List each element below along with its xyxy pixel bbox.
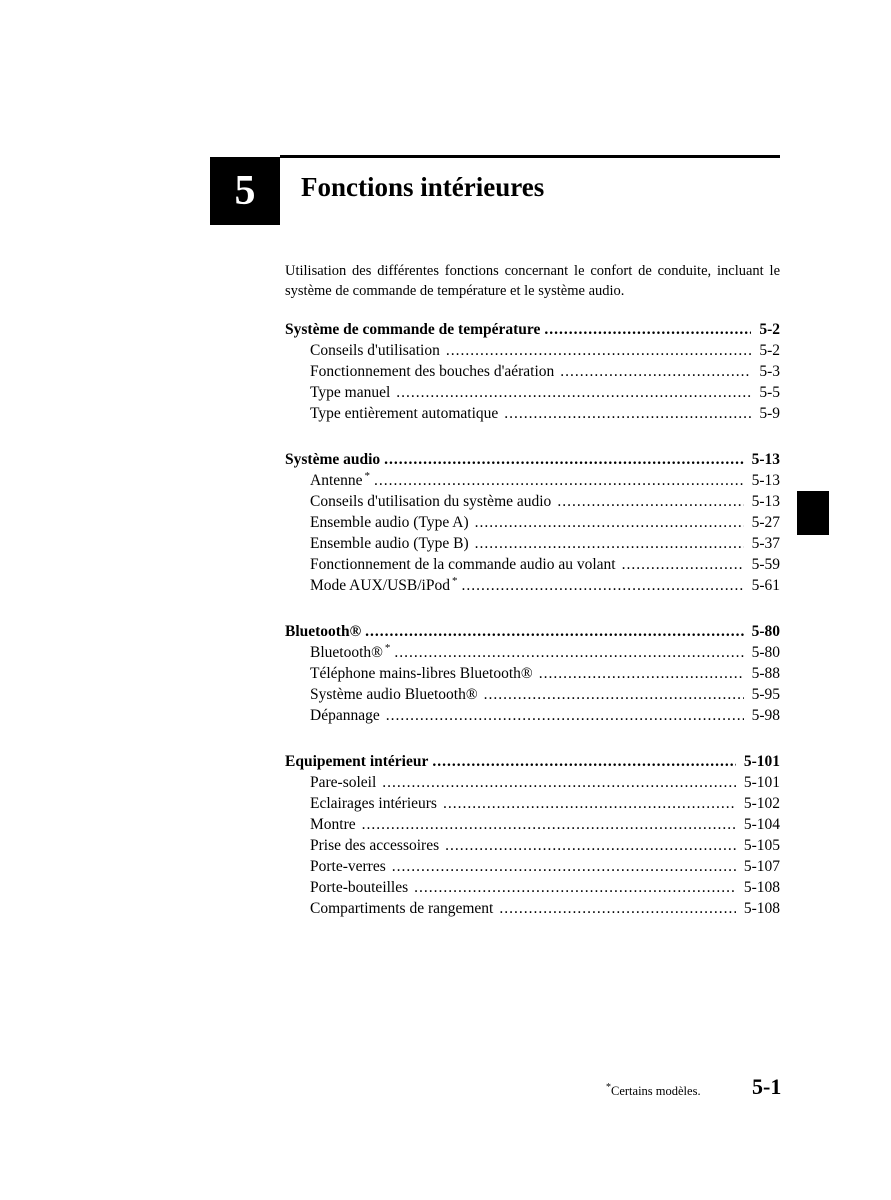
toc-entry[interactable] — [285, 405, 780, 426]
toc-entry[interactable] — [285, 900, 780, 921]
toc-leader-dots — [382, 774, 736, 792]
toc-entry[interactable] — [285, 574, 780, 598]
toc-section-heading[interactable] — [285, 753, 780, 774]
toc-section — [285, 451, 780, 598]
toc-page-ref: 5-98 — [751, 707, 780, 724]
toc-leader-dots — [557, 493, 743, 511]
toc-entry[interactable] — [285, 493, 780, 514]
toc-page-ref: 5-80 — [751, 623, 780, 640]
toc-entry-label: Pare-soleil — [310, 774, 377, 791]
toc-entry[interactable] — [285, 363, 780, 384]
toc-entry[interactable] — [285, 342, 780, 363]
toc-page-ref: 5-5 — [759, 384, 780, 401]
toc-leader-dots — [560, 363, 751, 381]
footnote — [606, 1082, 701, 1099]
toc-page-ref: 5-13 — [751, 493, 780, 510]
toc-leader-dots — [386, 707, 744, 725]
toc-page-ref: 5-105 — [743, 837, 780, 854]
toc-entry-label: Montre — [310, 816, 356, 833]
toc-page-ref: 5-2 — [759, 321, 780, 338]
toc-leader-dots — [392, 858, 736, 876]
toc-section-title: Système audio — [285, 451, 381, 468]
toc-page-ref: 5-37 — [751, 535, 780, 552]
page-number: 5-1 — [752, 1074, 782, 1099]
title-rule — [280, 155, 780, 158]
toc-leader-dots — [396, 384, 751, 402]
toc-leader-dots — [432, 753, 735, 771]
footnote-text: Certains modèles. — [611, 1084, 701, 1099]
toc-entry-label: Eclairages intérieurs — [310, 795, 437, 812]
toc-entry[interactable] — [285, 816, 780, 837]
toc-page-ref: 5-13 — [751, 451, 780, 468]
toc-section-title: Bluetooth® — [285, 623, 362, 640]
toc-entry-label: Téléphone mains-libres Bluetooth® — [310, 665, 533, 682]
toc-entry[interactable] — [285, 837, 780, 858]
toc-section — [285, 623, 780, 728]
toc-entry[interactable] — [285, 556, 780, 577]
toc-page-ref: 5-13 — [751, 472, 780, 489]
toc-entry-label: Ensemble audio (Type A) — [310, 514, 469, 531]
toc-page-ref: 5-59 — [751, 556, 780, 573]
toc-leader-dots — [443, 795, 736, 813]
toc-section-heading[interactable] — [285, 451, 780, 472]
toc-entry[interactable] — [285, 665, 780, 686]
chapter-thumb-tab — [797, 491, 829, 535]
toc-leader-dots — [365, 623, 743, 641]
toc-entry-label: Type entièrement automatique — [310, 405, 499, 422]
toc-leader-dots — [384, 451, 743, 469]
toc-page-ref: 5-61 — [751, 577, 780, 594]
toc-entry-label: Ensemble audio (Type B) — [310, 535, 469, 552]
toc-leader-dots — [461, 577, 743, 595]
toc-page-ref: 5-3 — [759, 363, 780, 380]
toc-entry-label: Système audio Bluetooth® — [310, 686, 478, 703]
toc-entry-label: Antenne * — [310, 469, 371, 489]
toc-page-ref: 5-107 — [743, 858, 780, 875]
toc-entry-label: Conseils d'utilisation du système audio — [310, 493, 552, 510]
toc-page-ref: 5-101 — [743, 753, 780, 770]
chapter-number-box — [210, 157, 280, 225]
toc-page-ref: 5-80 — [751, 644, 780, 661]
toc-entry-label: Fonctionnement de la commande audio au volant — [310, 556, 616, 573]
toc-leader-dots — [362, 816, 736, 834]
toc-section-heading[interactable] — [285, 321, 780, 342]
chapter-number: 5 — [234, 168, 256, 214]
toc-page-ref: 5-95 — [751, 686, 780, 703]
toc-section-title: Equipement intérieur — [285, 753, 429, 770]
toc-leader-dots — [446, 342, 752, 360]
toc-page-ref: 5-88 — [751, 665, 780, 682]
toc-entry-label: Conseils d'utilisation — [310, 342, 440, 359]
toc-leader-dots — [499, 900, 735, 918]
toc-entry[interactable] — [285, 858, 780, 879]
toc-entry-label: Dépannage — [310, 707, 380, 724]
toc-page-ref: 5-108 — [743, 900, 780, 917]
toc-leader-dots — [544, 321, 751, 339]
toc-page-ref: 5-9 — [759, 405, 780, 422]
toc-entry[interactable] — [285, 641, 780, 665]
toc-leader-dots — [504, 405, 751, 423]
toc-entry[interactable] — [285, 774, 780, 795]
toc-entry[interactable] — [285, 686, 780, 707]
toc-section — [285, 321, 780, 426]
toc-entry-label: Porte-verres — [310, 858, 386, 875]
toc-entry[interactable] — [285, 384, 780, 405]
toc-section-heading[interactable] — [285, 623, 780, 644]
toc-leader-dots — [445, 837, 736, 855]
toc-page-ref: 5-104 — [743, 816, 780, 833]
toc-entry[interactable] — [285, 707, 780, 728]
toc-entry[interactable] — [285, 535, 780, 556]
toc-leader-dots — [622, 556, 744, 574]
toc-leader-dots — [414, 879, 736, 897]
toc-leader-dots — [475, 535, 744, 553]
toc-leader-dots — [394, 644, 743, 662]
toc-entry[interactable] — [285, 514, 780, 535]
toc-page-ref: 5-27 — [751, 514, 780, 531]
chapter-title: Fonctions intérieures — [301, 172, 545, 202]
toc-entry-label: Type manuel — [310, 384, 391, 401]
toc-leader-dots — [374, 472, 744, 490]
toc-section — [285, 753, 780, 921]
toc-entry-label: Compartiments de rangement — [310, 900, 494, 917]
toc-page-ref: 5-101 — [743, 774, 780, 791]
toc-page-ref: 5-2 — [759, 342, 780, 359]
toc-entry-label: Mode AUX/USB/iPod * — [310, 574, 458, 594]
toc-entry[interactable] — [285, 469, 780, 493]
toc-entry-label: Bluetooth® * — [310, 641, 391, 661]
chapter-intro: Utilisation des différentes fonctions concernant le confort de conduite, incluant le système de commande de température et le système audio. — [285, 263, 780, 299]
footnote-mark: * — [606, 1082, 611, 1093]
toc-entry[interactable] — [285, 795, 780, 816]
toc-entry-label: Prise des accessoires — [310, 837, 440, 854]
toc-leader-dots — [475, 514, 744, 532]
toc-page-ref: 5-108 — [743, 879, 780, 896]
toc-page-ref: 5-102 — [743, 795, 780, 812]
toc-entry[interactable] — [285, 879, 780, 900]
toc-entry-label: Fonctionnement des bouches d'aération — [310, 363, 555, 380]
table-of-contents — [285, 321, 780, 946]
toc-section-title: Système de commande de température — [285, 321, 541, 338]
toc-leader-dots — [539, 665, 744, 683]
toc-leader-dots — [484, 686, 744, 704]
toc-entry-label: Porte-bouteilles — [310, 879, 409, 896]
